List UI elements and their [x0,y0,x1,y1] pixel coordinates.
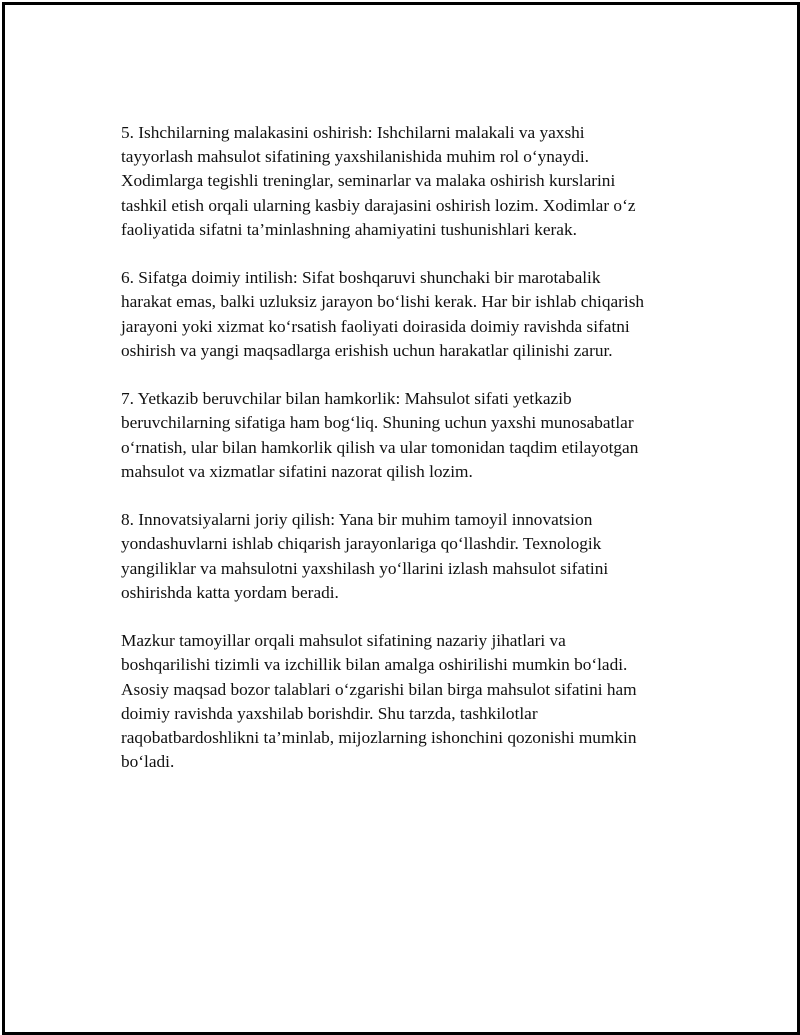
text-line: oshirish va yangi maqsadlarga erishish uchun harakatlar qilinishi zarur. [121,340,613,360]
text-line: mahsulot va xizmatlar sifatini nazorat qilish lozim. [121,461,473,481]
text-line: oshirishda katta yordam beradi. [121,582,339,602]
text-line: bo‘ladi. [121,752,175,772]
text-line: 7. Yetkazib beruvchilar bilan hamkorlik: Mahsulot sifati yetkazib [121,389,572,409]
paragraph-5-worker-qualification [121,121,681,242]
text-line: raqobatbardoshlikni ta’minlab, mijozlarning ishonchini qozonishi mumkin [121,728,637,748]
text-line: 6. Sifatga doimiy intilish: Sifat boshqaruvi shunchaki bir marotabalik [121,268,601,288]
text-line: boshqarilishi tizimli va izchillik bilan amalga oshirilishi mumkin bo‘ladi. [121,655,628,675]
text-line: o‘rnatish, ular bilan hamkorlik qilish va ular tomonidan taqdim etilayotgan [121,437,639,457]
text-line: beruvchilarning sifatiga ham bog‘liq. Shuning uchun yaxshi munosabatlar [121,413,634,433]
text-line: tashkil etish orqali ularning kasbiy darajasini oshirish lozim. Xodimlar o‘z [121,195,636,215]
text-line: Mazkur tamoyillar orqali mahsulot sifatining nazariy jihatlari va [121,631,566,651]
page-border [2,2,800,1035]
text-line: faoliyatida sifatni ta’minlashning ahamiyatini tushunishlari kerak. [121,219,577,239]
text-line: Xodimlarga tegishli treninglar, seminarlar va malaka oshirish kurslarini [121,171,616,191]
text-line: yondashuvlarni ishlab chiqarish jarayonlariga qo‘llashdir. Texnologik [121,534,602,554]
text-line: doimiy ravishda yaxshilab borishdir. Shu tarzda, tashkilotlar [121,703,538,723]
paragraph-8-innovation [121,508,681,605]
text-line: 8. Innovatsiyalarni joriy qilish: Yana bir muhim tamoyil innovatsion [121,510,593,530]
text-line: 5. Ishchilarning malakasini oshirish: Ishchilarni malakali va yaxshi [121,123,585,142]
document-body [121,121,681,799]
text-line: Asosiy maqsad bozor talablari o‘zgarishi bilan birga mahsulot sifatini ham [121,679,637,699]
text-line: jarayoni yoki xizmat ko‘rsatish faoliyati doirasida doimiy ravishda sifatni [121,316,630,336]
paragraph-7-supplier-cooperation [121,387,681,484]
text-line: yangiliklar va mahsulotni yaxshilash yo‘llarini izlash mahsulot sifatini [121,558,609,578]
text-line: harakat emas, balki uzluksiz jarayon bo‘lishi kerak. Har bir ishlab chiqarish [121,292,645,312]
text-line: tayyorlash mahsulot sifatining yaxshilanishida muhim rol o‘ynaydi. [121,147,589,167]
paragraph-conclusion [121,629,681,774]
paragraph-6-continuous-improvement [121,266,681,363]
